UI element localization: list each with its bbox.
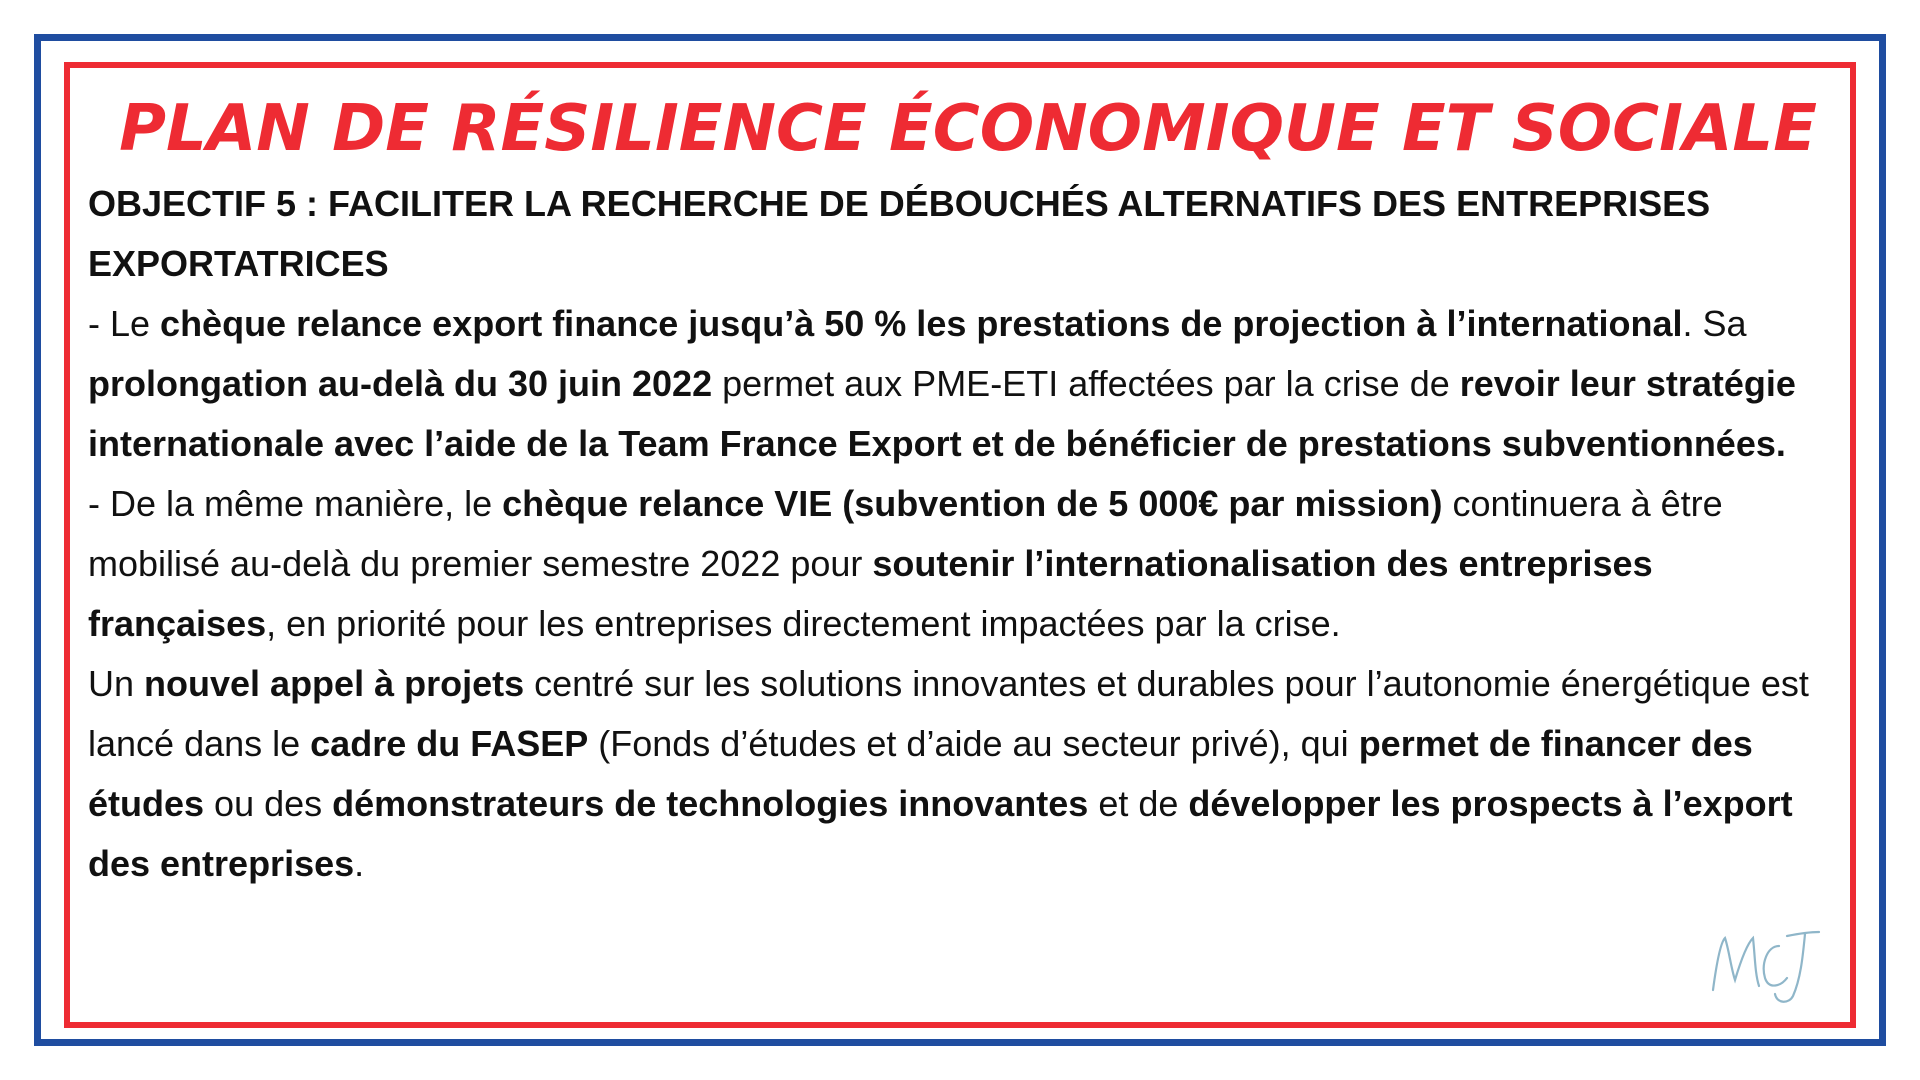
document-content — [88, 84, 1848, 1004]
text-segment: ou des — [204, 783, 333, 824]
objective-heading: OBJECTIF 5 : FACILITER LA RECHERCHE DE DÉBOUCHÉS ALTERNATIFS DES ENTREPRISES EXPORTATRICES — [88, 183, 1711, 284]
page-title: PLAN DE RÉSILIENCE ÉCONOMIQUE ET SOCIALE — [119, 92, 1817, 166]
paragraph-vie-check — [88, 474, 1848, 654]
signature-mark — [1705, 920, 1825, 1010]
bold-segment: nouvel appel à projets — [144, 663, 525, 704]
bold-segment: cadre du FASEP — [310, 723, 589, 764]
text-segment: . — [354, 843, 365, 884]
text-segment: , en priorité pour les entreprises directement impactées par la crise. — [266, 603, 1341, 644]
bold-segment: chèque relance export finance jusqu’à 50 % les prestations de projection à l’international — [160, 303, 1683, 344]
bold-segment: permet de financer des études — [88, 723, 1753, 824]
text-segment: permet aux PME-ETI affectées par la crise de — [712, 363, 1460, 404]
paragraph-export-check — [88, 294, 1848, 474]
text-segment: . Sa — [1682, 303, 1747, 344]
text-segment: (Fonds d’études et d’aide au secteur privé), qui — [588, 723, 1359, 764]
text-segment: centré sur les solutions innovantes et durables pour l’autonomie énergétique est lancé dans le — [88, 663, 1809, 764]
bold-segment: revoir leur stratégie internationale avec l’aide de la Team France Export et de bénéficier de prestations subventionnées. — [88, 363, 1796, 464]
bold-segment: prolongation au-delà du 30 juin 2022 — [88, 363, 713, 404]
text-segment: - De la même manière, le — [88, 483, 503, 524]
text-segment: et de — [1088, 783, 1189, 824]
paragraph-fasep — [88, 654, 1848, 894]
text-segment: continuera à être mobilisé au-delà du premier semestre 2022 pour — [88, 483, 1723, 584]
bold-segment: chèque relance VIE (subvention de 5 000€ par mission) — [502, 483, 1443, 524]
text-segment: - Le — [88, 303, 161, 344]
text-segment: Un — [88, 663, 145, 704]
bold-segment: démonstrateurs de technologies innovantes — [332, 783, 1089, 824]
bold-segment: soutenir l’internationalisation des entreprises françaises — [88, 543, 1653, 644]
bold-segment: développer les prospects à l’export des entreprises — [88, 783, 1793, 884]
